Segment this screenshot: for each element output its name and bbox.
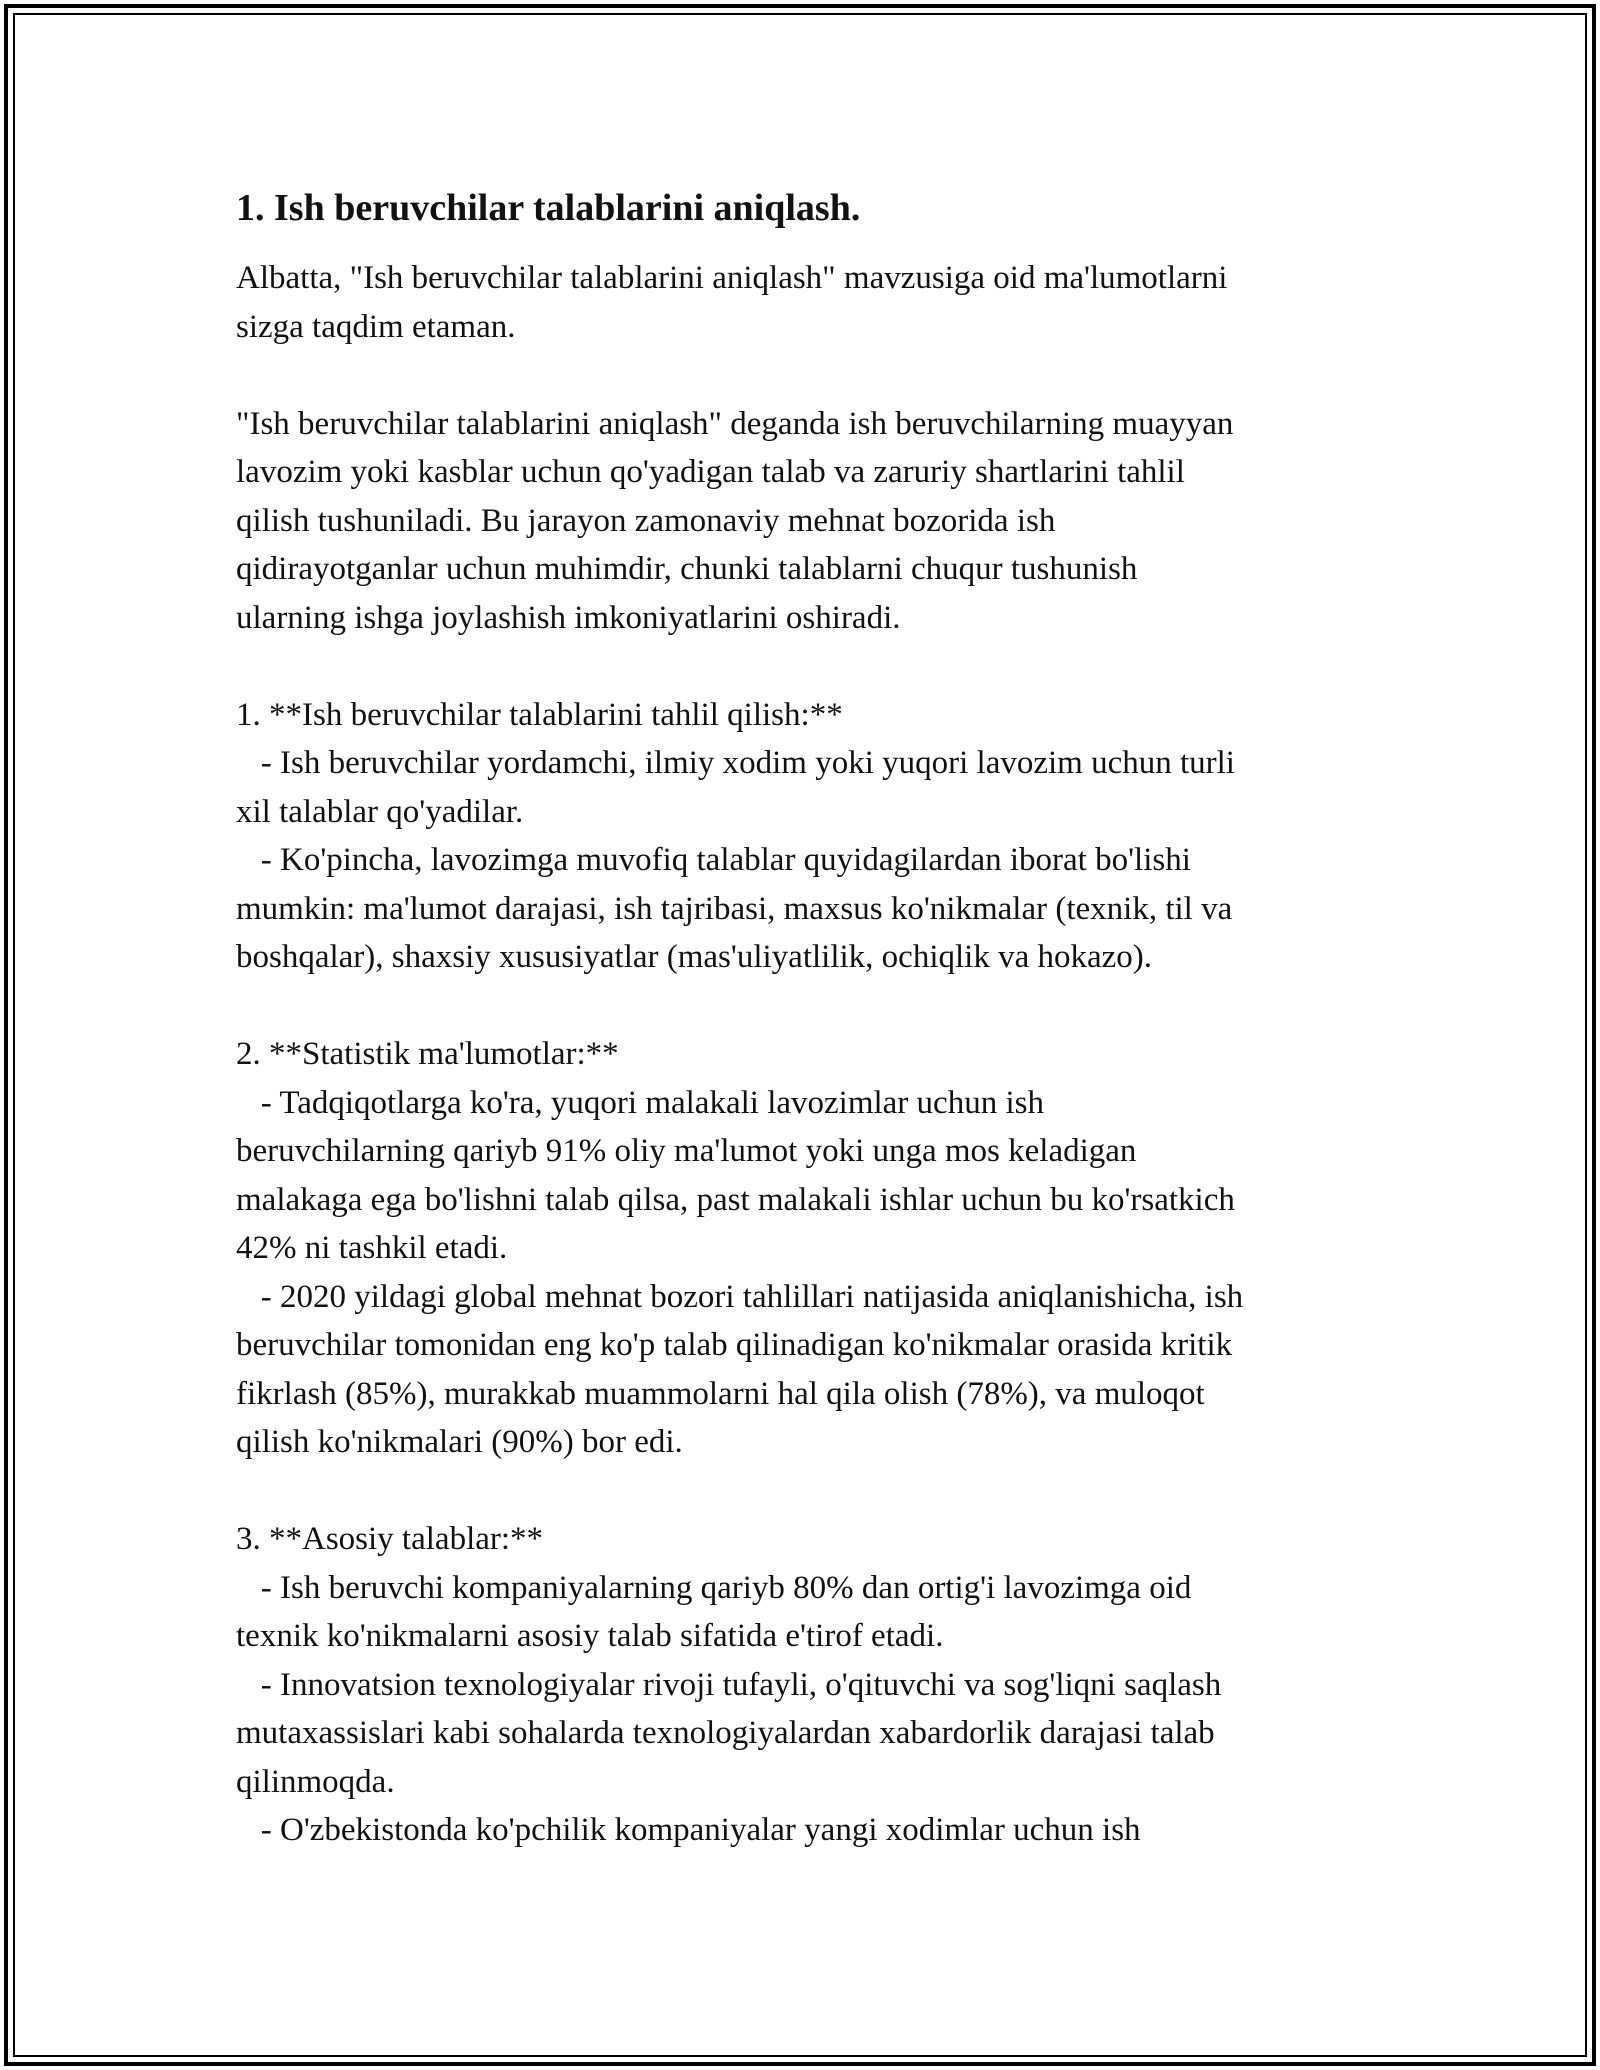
document-title: 1. Ish beruvchilar talablarini aniqlash. <box>236 187 861 229</box>
list-item: - 2020 yildagi global mehnat bozori tahlillari natijasida aniqlanishicha, ish beruvchilar tomonidan eng ko'p talab qilinadigan ko'nikmalar orasida kritik fikrlash (85%), murakkab muammolarni hal qila olish (78%), va muloqot qilish ko'nikmalari (90%) bor edi. <box>236 1278 1244 1460</box>
paragraph-spacer <box>236 982 1376 1031</box>
definition-paragraph: "Ish beruvchilar talablarini aniqlash" deganda ish beruvchilarning muayyan lavozim yoki kasblar uchun qo'yadigan talab va zaruriy shartlarini tahlil qilish tushuniladi. Bu jarayon zamonaviy mehnat bozorida ish qidirayotganlar uchun muhimdir, chunki talablarni chuqur tushunish ularning ishga joylashish imkoniyatlarini oshiradi. <box>236 405 1234 636</box>
list-item: - O'zbekistonda ko'pchilik kompaniyalar yangi xodimlar uchun ish <box>236 1812 1141 1848</box>
list-item: - Tadqiqotlarga ko'ra, yuqori malakali lavozimlar uchun ish beruvchilarning qariyb 91% oliy ma'lumot yoki unga mos keladigan malakaga ega bo'lishni talab qilsa, past malakali ishlar uchun bu ko'rsatkich 42% ni tashkil etadi. <box>236 1084 1235 1266</box>
list-item: - Innovatsion texnologiyalar rivoji tufayli, o'qituvchi va sog'liqni saqlash mutaxassislari kabi sohalarda texnologiyalardan xabardorlik darajasi talab qilinmoqda. <box>236 1666 1222 1800</box>
list-item: - Ish beruvchilar yordamchi, ilmiy xodim yoki yuqori lavozim uchun turli xil talablar qo'yadilar. <box>236 745 1235 830</box>
document-body <box>236 184 1376 1855</box>
section-3 <box>236 1515 1376 1855</box>
section-1 <box>236 691 1376 982</box>
paragraph-spacer <box>236 351 1376 400</box>
paragraph-spacer <box>236 1467 1376 1516</box>
section-heading: 3. **Asosiy talablar:** <box>236 1521 544 1557</box>
list-item: - Ish beruvchi kompaniyalarning qariyb 80% dan ortig'i lavozimga oid texnik ko'nikmalarni asosiy talab sifatida e'tirof etadi. <box>236 1569 1192 1654</box>
section-heading: 2. **Statistik ma'lumotlar:** <box>236 1036 619 1072</box>
paragraph-spacer <box>236 642 1376 691</box>
intro-paragraph: Albatta, "Ish beruvchilar talablarini aniqlash" mavzusiga oid ma'lumotlarni sizga taqdim etaman. <box>236 260 1228 345</box>
list-item: - Ko'pincha, lavozimga muvofiq talablar quyidagilardan iborat bo'lishi mumkin: ma'lumot darajasi, ish tajribasi, maxsus ko'nikmalar (texnik, til va boshqalar), shaxsiy xususiyatlar (mas'uliyatlilik, ochiqlik va hokazo). <box>236 842 1233 975</box>
section-heading: 1. **Ish beruvchilar talablarini tahlil qilish:** <box>236 696 843 733</box>
section-2 <box>236 1030 1376 1467</box>
